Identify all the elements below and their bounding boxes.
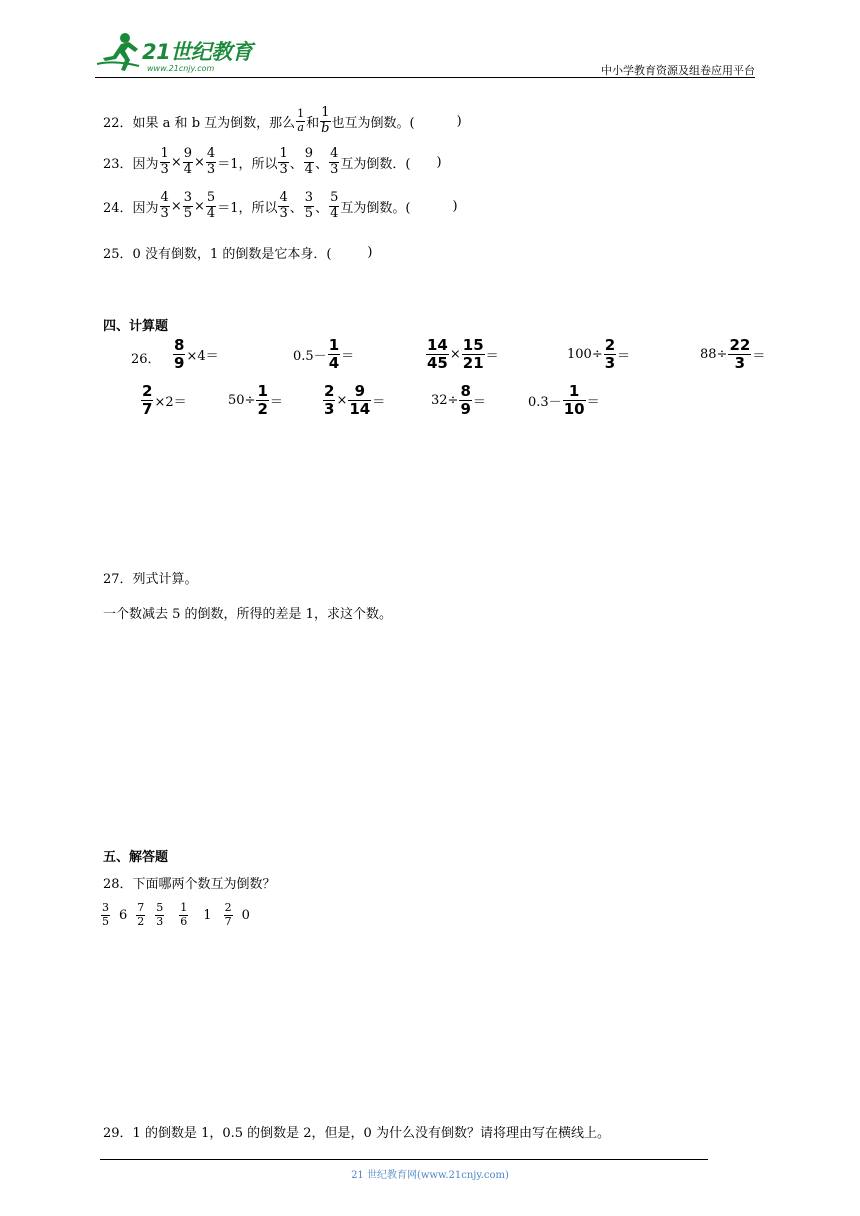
section-5-heading: 五、解答题 [103, 850, 169, 865]
fraction: $\frac{9}{4}$ [304, 146, 314, 177]
fraction: $\frac{5}{4}$ [206, 190, 216, 221]
question-28-numbers: $\frac{3}{5}$ 6 $\frac{7}{2}$ $\frac{5}{3}$ $\frac{1}{6}$ 1 $\frac{2}{7}$ 0 [102, 901, 250, 928]
logo [95, 30, 260, 74]
calc-8: $\frac{2}{3}$ × $\frac{9}{14}$ ＝ [324, 382, 386, 419]
footer-link[interactable]: 21 世纪教育网(www.21cnjy.com) [351, 1170, 509, 1181]
calc-4: 100÷ $\frac{2}{3}$ ＝ [567, 336, 631, 373]
runner-logo-icon [95, 30, 143, 74]
fraction: $\frac{3}{5}$ [183, 190, 193, 221]
calc-1: $\frac{8}{9}$ ×4＝ [174, 336, 219, 373]
calc-7: 50÷ $\frac{1}{2}$ ＝ [228, 382, 283, 419]
question-26-number: 26． [131, 352, 161, 367]
fraction: $\frac{9}{4}$ [183, 146, 193, 177]
logo-url: www.21cnjy.com [147, 64, 215, 73]
calc-9: 32÷ $\frac{8}{9}$ ＝ [431, 382, 486, 419]
calc-3: $\frac{14}{45}$ × $\frac{15}{21}$ ＝ [427, 336, 499, 373]
question-25: 25．0 没有倒数，1 的倒数是它本身．( ) [103, 245, 373, 262]
fraction: $\frac{3}{5}$ [304, 190, 314, 221]
calc-2: 0.5－ $\frac{1}{4}$ ＝ [293, 336, 355, 373]
fraction: $\frac{1}{3}$ [279, 146, 288, 177]
header-divider [95, 77, 755, 78]
question-27-body: 一个数减去 5 的倒数，所得的差是 1，求这个数。 [103, 607, 392, 622]
fraction: $\frac{4}{3}$ [160, 190, 169, 221]
question-22: 22．如果 a 和 b 互为倒数，那么 $\frac{1}{a}$ 和 $\frac{1}{b}$ 也互为倒数。( ) [103, 105, 462, 136]
calc-5: 88÷ $\frac{22}{3}$ ＝ [700, 336, 766, 373]
question-24: 24．因为 $\frac{4}{3}$ × $\frac{3}{5}$ × $\frac{5}{4}$ ＝1，所以 $\frac{4}{3}$ 、 $\frac{3}{5}$ 、 $\frac{5}{4}$ 互为倒数。( ) [103, 190, 458, 221]
fraction: $\frac{4}{3}$ [279, 190, 288, 221]
footer-divider [100, 1159, 708, 1160]
fraction: $\frac{1}{3}$ [160, 146, 169, 177]
logo-text: 21世纪教育 [142, 40, 253, 64]
fraction: $\frac{1}{a}$ [297, 107, 305, 134]
question-27-title: 27．列式计算。 [103, 572, 198, 587]
question-29: 29．1 的倒数是 1，0.5 的倒数是 2，但是，0 为什么没有倒数？请将理由写在横线上。 [103, 1126, 610, 1141]
fraction: $\frac{4}{3}$ [330, 146, 339, 177]
fraction: $\frac{1}{b}$ [321, 105, 330, 136]
header-platform-text: 中小学教育资源及组卷应用平台 [601, 64, 755, 77]
question-28-title: 28．下面哪两个数互为倒数？ [103, 877, 276, 892]
calc-10: 0.3－ $\frac{1}{10}$ ＝ [528, 382, 600, 419]
calc-6: $\frac{2}{7}$ ×2＝ [142, 382, 187, 419]
fraction: $\frac{5}{4}$ [330, 190, 339, 221]
question-23: 23．因为 $\frac{1}{3}$ × $\frac{9}{4}$ × $\frac{4}{3}$ ＝1，所以 $\frac{1}{3}$ 、 $\frac{9}{4}$ 、 $\frac{4}{3}$ 互为倒数．( ) [103, 146, 442, 177]
section-4-heading: 四、计算题 [103, 319, 169, 334]
fraction: $\frac{4}{3}$ [206, 146, 216, 177]
